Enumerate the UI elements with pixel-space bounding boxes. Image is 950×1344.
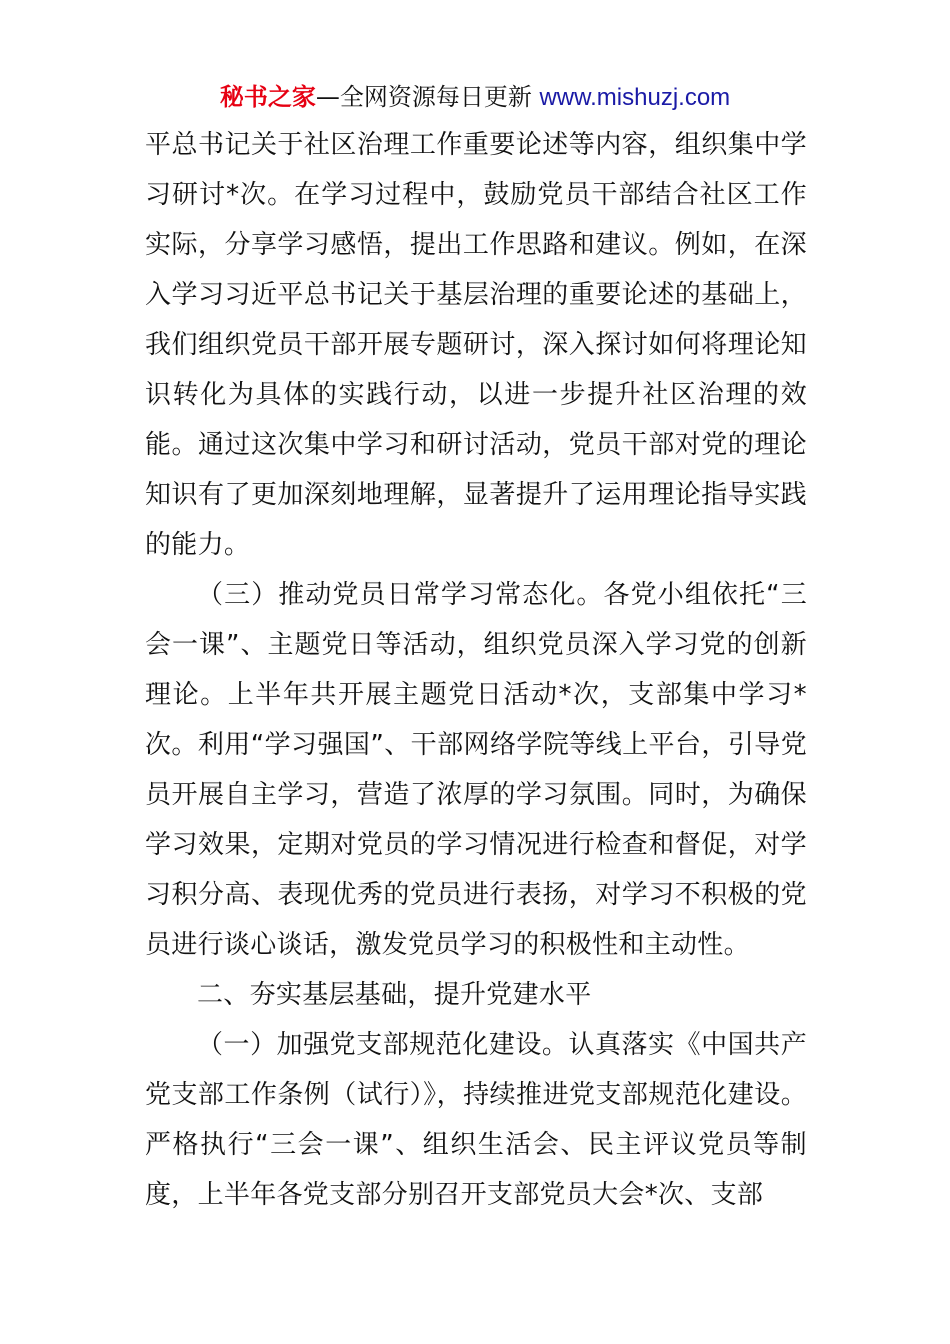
paragraph-continued: 平总书记关于社区治理工作重要论述等内容，组织集中学习研讨*次。在学习过程中，鼓励党员干部结合社区工作实际，分享学习感悟，提出工作思路和建议。例如，在深入学习习近平总书记关于基层治理的重要论述的基础上，我们组织党员干部开展专题研讨，深入探讨如何将理论知识转化为具体的实践行动，以进一步提升社区治理的效能。通过这次集中学习和研讨活动，党员干部对党的理论知识有了更加深刻地理解，显著提升了运用理论指导实践的能力。 [145,130,807,560]
site-header [0,80,950,115]
site-brand: 秘书之家 [219,83,316,111]
section-heading-2: 二、夯实基层基础，提升党建水平 [197,980,592,1010]
site-tagline: —全网资源每日更新 [315,83,532,111]
paragraph-section-3: （三）推动党员日常学习常态化。各党小组依托“三会一课”、主题党日等活动，组织党员深入学习党的创新理论。上半年共开展主题党日活动*次，支部集中学习*次。利用“学习强国”、干部网络学院等线上平台，引导党员开展自主学习，营造了浓厚的学习氛围。同时，为确保学习效果，定期对党员的学习情况进行检查和督促，对学习积分高、表现优秀的党员进行表扬，对学习不积极的党员进行谈心谈话，激发党员学习的积极性和主动性。 [145,580,807,960]
paragraph-subsection-1: （一）加强党支部规范化建设。认真落实《中国共产党支部工作条例（试行）》，持续推进党支部规范化建设。严格执行“三会一课”、组织生活会、民主评议党员等制度，上半年各党支部分别召开支部党员大会*次、支部 [145,1030,807,1210]
document-body [145,120,807,1220]
site-url-link[interactable]: www.mishuzj.com [539,84,731,111]
